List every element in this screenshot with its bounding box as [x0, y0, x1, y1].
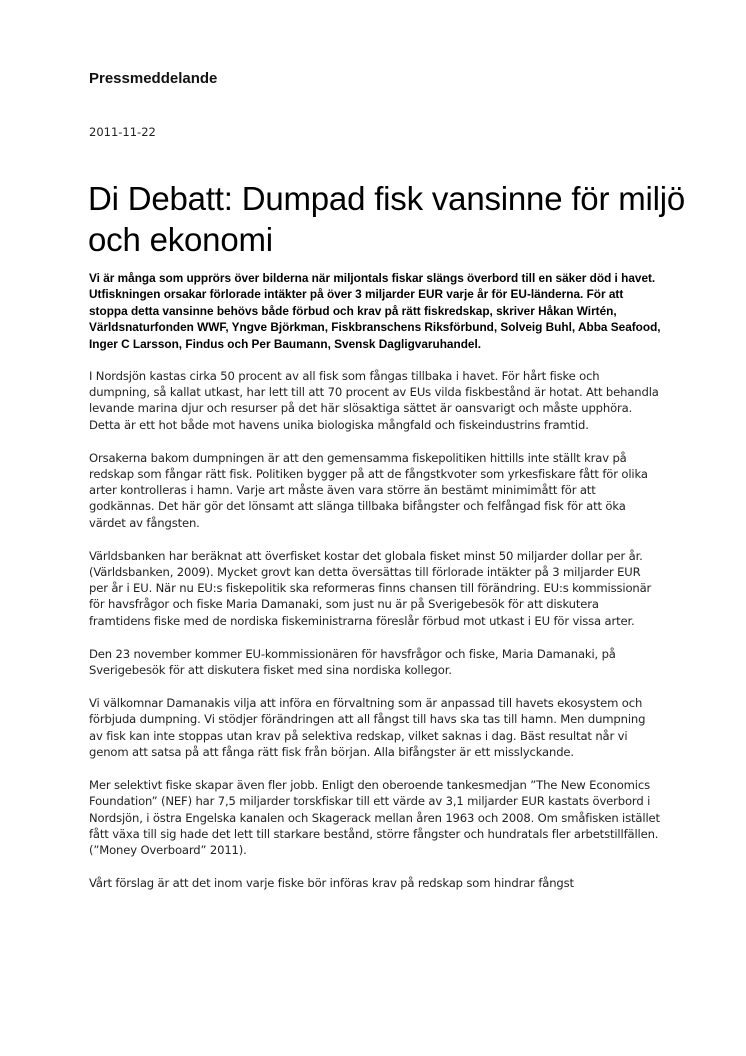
article-title: Di Debatt: Dumpad fisk vansinne för miljö och ekonomi: [88, 180, 686, 258]
body-paragraph: Mer selektivt fiske skapar även fler jobb. Enligt den oberoende tankesmedjan ”The New Economics Foundation” (NEF) har 7,5 miljarder torskfiskar till ett värde av 3,1 miljarder EUR kastats överbord i Nordsjön, i östra Engelska kanalen och Skagerack mellan åren 1963 och 2008. Om småfisken istället fått växa till sig hade det lett till starkare bestånd, större fångster och hundratals fler arbetstillfällen. (”Money Overboard” 2011).: [89, 778, 660, 857]
article-lead: Vi är många som upprörs över bilderna när miljontals fiskar slängs överbord till en säker död i havet. Utfiskningen orsakar förlorade intäkter på över 3 miljarder EUR varje år för EU-länderna. För att stoppa detta vansinne behövs både förbud och krav på rätt fiskredskap, skriver Håkan Wirtén, Världsnaturfonden WWF, Yngve Björkman, Fiskbranschens Riksförbund, Solveig Buhl, Abba Seafood, Inger C Larsson, Findus och Per Baumann, Svensk Dagligvaruhandel.: [89, 271, 661, 351]
body-paragraph: Vårt förslag är att det inom varje fiske bör införas krav på redskap som hindrar fångst: [89, 876, 574, 891]
publication-date: 2011-11-22: [89, 125, 156, 139]
body-paragraph: Den 23 november kommer EU-kommissionären för havsfrågor och fiske, Maria Damanaki, på Sverigebesök för att diskutera fisket med sina nordiska kollegor.: [89, 646, 616, 678]
body-paragraph: Vi välkomnar Damanakis vilja att införa en förvaltning som är anpassad till havets ekosystem och förbjuda dumpning. Vi stödjer förändringen att all fångst till havs ska tas till hamn. Men dumpning av fisk kan inte stoppas utan krav på selektiva redskap, vilket saknas i dag. Bäst resultat når vi genom att satsa på att fånga rätt fisk från början. Alla bifångster är ett misslyckande.: [89, 696, 646, 759]
body-paragraph: Orsakerna bakom dumpningen är att den gemensamma fiskepolitiken hittills inte ställt krav på redskap som fångar rätt fisk. Politiken bygger på att de fångstkvoter som yrkesfiskare fått för olika arter kontrolleras i hamn. Varje art måste även vara större än bestämt minimimått för att godkännas. Det här gör det lönsamt att slänga tillbaka bifångster och felfångad fisk för att öka värdet av fångsten.: [89, 450, 648, 530]
body-paragraph: Världsbanken har beräknat att överfisket kostar det globala fisket minst 50 miljarder dollar per år. (Världsbanken, 2009). Mycket grovt kan detta översättas till förlorade intäkter på 3 miljarder EUR per år i EU. När nu EU:s fiskepolitik ska reformeras finns chansen till förändring. EU:s kommissionär för havsfrågor och fiske Maria Damanaki, som just nu är på Sverigebesök för att diskutera framtidens fiske med de nordiska fiskeministrarna föreslår förbud mot utkast i EU för vissa arter.: [89, 548, 652, 628]
document-type-label: Pressmeddelande: [89, 70, 218, 87]
article-body: [89, 270, 661, 908]
body-paragraph: I Nordsjön kastas cirka 50 procent av all fisk som fångas tillbaka i havet. För hårt fiske och dumpning, så kallat utkast, har lett till att 70 procent av EUs vilda fiskbestånd är hotat. Att behandla levande marina djur och resurser på det här slösaktiga sättet är oansvarigt och måste upphöra. Detta är ett hot både mot havens unika biologiska mångfald och fiskeindustrins framtid.: [89, 369, 659, 432]
